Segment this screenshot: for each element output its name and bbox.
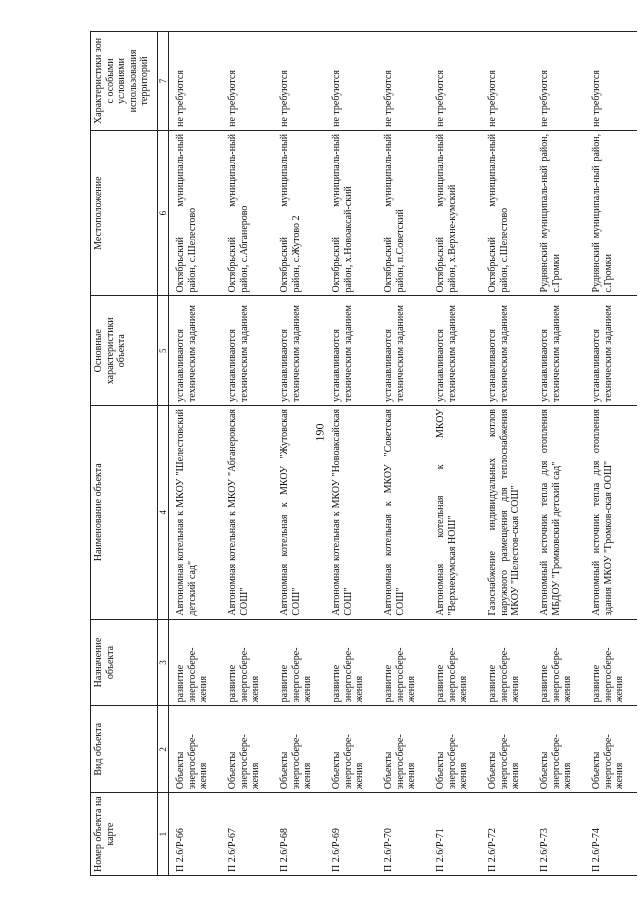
- cell-object-number: П 2.6/Р-68: [273, 793, 325, 876]
- header-location: Местоположение: [91, 130, 158, 296]
- cell-object-name: Автономный источник тепла для отопления здания МКОУ "Громков-ская ООШ": [585, 405, 637, 619]
- cell-object-number: П 2.6/Р-70: [377, 793, 429, 876]
- column-number: 2: [158, 706, 169, 793]
- cell-location: Октябрьский муниципаль-ный район, с.Жутово 2: [273, 130, 325, 296]
- cell-zone-characteristics: не требуются: [273, 32, 325, 131]
- cell-object-name: Газоснабжение индивидуальных котлов наружного размещения для теплоснабжения МКОУ "Шелестов-ская СОШ": [481, 405, 533, 619]
- cell-characteristics: устанавливаются техническим заданием: [325, 296, 377, 406]
- cell-object-purpose: развитие энергосбере-жения: [481, 619, 533, 706]
- cell-object-purpose: развитие энергосбере-жения: [429, 619, 481, 706]
- table-row: [169, 32, 222, 876]
- cell-location: Октябрьский муниципаль-ный район, с.Абганерово: [221, 130, 273, 296]
- cell-characteristics: устанавливаются техническим заданием: [585, 296, 637, 406]
- column-number: 5: [158, 296, 169, 406]
- cell-zone-characteristics: не требуются: [585, 32, 637, 131]
- cell-object-name: Автономная котельная к МКОУ "Жутовская СОШ": [273, 405, 325, 619]
- table-row: [377, 32, 429, 876]
- column-number: 7: [158, 32, 169, 131]
- cell-location: Октябрьский муниципаль-ный район, п.Советский: [377, 130, 429, 296]
- cell-object-name: Автономная котельная к МКОУ "Советская СОШ": [377, 405, 429, 619]
- cell-object-type: Объекты энергосбере-жения: [481, 706, 533, 793]
- cell-zone-characteristics: не требуются: [169, 32, 222, 131]
- page-number: 190: [312, 423, 327, 442]
- cell-object-number: П 2.6/Р-67: [221, 793, 273, 876]
- cell-object-purpose: развитие энергосбере-жения: [169, 619, 222, 706]
- table-row: [221, 32, 273, 876]
- cell-object-purpose: развитие энергосбере-жения: [377, 619, 429, 706]
- cell-characteristics: устанавливаются техническим заданием: [273, 296, 325, 406]
- cell-location: Руднянский муниципаль-ный район, с.Громки: [585, 130, 637, 296]
- cell-zone-characteristics: не требуются: [325, 32, 377, 131]
- cell-characteristics: устанавливаются техническим заданием: [429, 296, 481, 406]
- cell-zone-characteristics: не требуются: [221, 32, 273, 131]
- cell-object-number: П 2.6/Р-66: [169, 793, 222, 876]
- header-characteristics: Основные характеристики объекта: [91, 296, 158, 406]
- table-header-row: [91, 32, 158, 876]
- cell-object-type: Объекты энергосбере-жения: [221, 706, 273, 793]
- cell-object-purpose: развитие энергосбере-жения: [273, 619, 325, 706]
- cell-object-number: П 2.6/Р-69: [325, 793, 377, 876]
- table-row: [273, 32, 325, 876]
- cell-location: Октябрьский муниципаль-ный район, х.Верхне-кумский: [429, 130, 481, 296]
- cell-zone-characteristics: не требуются: [429, 32, 481, 131]
- column-number-row: [158, 32, 169, 876]
- cell-object-type: Объекты энергосбере-жения: [585, 706, 637, 793]
- cell-object-name: Автономная котельная к МКОУ "Новоаксайская СОШ": [325, 405, 377, 619]
- cell-object-type: Объекты энергосбере-жения: [377, 706, 429, 793]
- table-body: [169, 32, 638, 876]
- cell-characteristics: устанавливаются техническим заданием: [533, 296, 585, 406]
- cell-location: Октябрьский муниципаль-ный район, с.Шелестово: [481, 130, 533, 296]
- cell-characteristics: устанавливаются техническим заданием: [169, 296, 222, 406]
- cell-characteristics: устанавливаются техническим заданием: [221, 296, 273, 406]
- cell-object-number: П 2.6/Р-71: [429, 793, 481, 876]
- cell-characteristics: устанавливаются техническим заданием: [377, 296, 429, 406]
- cell-object-name: Автономная котельная к МКОУ "Шелестовский детский сад": [169, 405, 222, 619]
- cell-zone-characteristics: не требуются: [481, 32, 533, 131]
- table-row: [429, 32, 481, 876]
- cell-characteristics: устанавливаются техническим заданием: [481, 296, 533, 406]
- cell-object-type: Объекты энергосбере-жения: [325, 706, 377, 793]
- table-row: [325, 32, 377, 876]
- cell-object-number: П 2.6/Р-74: [585, 793, 637, 876]
- cell-object-type: Объекты энергосбере-жения: [429, 706, 481, 793]
- table-row: [481, 32, 533, 876]
- column-number: 1: [158, 793, 169, 876]
- cell-location: Октябрьский муниципаль-ный район, х.Новоаксай-ский: [325, 130, 377, 296]
- column-number: 3: [158, 619, 169, 706]
- column-number: 6: [158, 130, 169, 296]
- cell-object-purpose: развитие энергосбере-жения: [325, 619, 377, 706]
- cell-object-name: Автономная котельная к МКОУ "Абганеровская СОШ": [221, 405, 273, 619]
- cell-object-type: Объекты энергосбере-жения: [533, 706, 585, 793]
- objects-table: [90, 31, 637, 876]
- cell-object-number: П 2.6/Р-72: [481, 793, 533, 876]
- rotated-table-frame: [90, 31, 640, 876]
- cell-location: Октябрьский муниципаль-ный район, с.Шелестово: [169, 130, 222, 296]
- cell-object-name: Автономный источник тепла для отопления МБДОУ "Громковский детский сад": [533, 405, 585, 619]
- header-object-type: Вид объекта: [91, 706, 158, 793]
- cell-zone-characteristics: не требуются: [377, 32, 429, 131]
- cell-object-purpose: развитие энергосбере-жения: [585, 619, 637, 706]
- cell-object-type: Объекты энергосбере-жения: [169, 706, 222, 793]
- cell-object-name: Автономная котельная к МКОУ "Верхнекумская НОШ": [429, 405, 481, 619]
- cell-location: Руднянский муниципаль-ный район, с.Громки: [533, 130, 585, 296]
- column-number: 4: [158, 405, 169, 619]
- header-zone-characteristics: Характеристики зон с особыми условиями использования территорий: [91, 32, 158, 131]
- cell-object-type: Объекты энергосбере-жения: [273, 706, 325, 793]
- header-object-purpose: Назначение объекта: [91, 619, 158, 706]
- header-object-number: Номер объекта на карте: [91, 793, 158, 876]
- cell-zone-characteristics: не требуются: [533, 32, 585, 131]
- cell-object-purpose: развитие энергосбере-жения: [221, 619, 273, 706]
- header-object-name: Наименование объекта: [91, 405, 158, 619]
- cell-object-purpose: развитие энергосбере-жения: [533, 619, 585, 706]
- cell-object-number: П 2.6/Р-73: [533, 793, 585, 876]
- table-row: [585, 32, 637, 876]
- table-row: [533, 32, 585, 876]
